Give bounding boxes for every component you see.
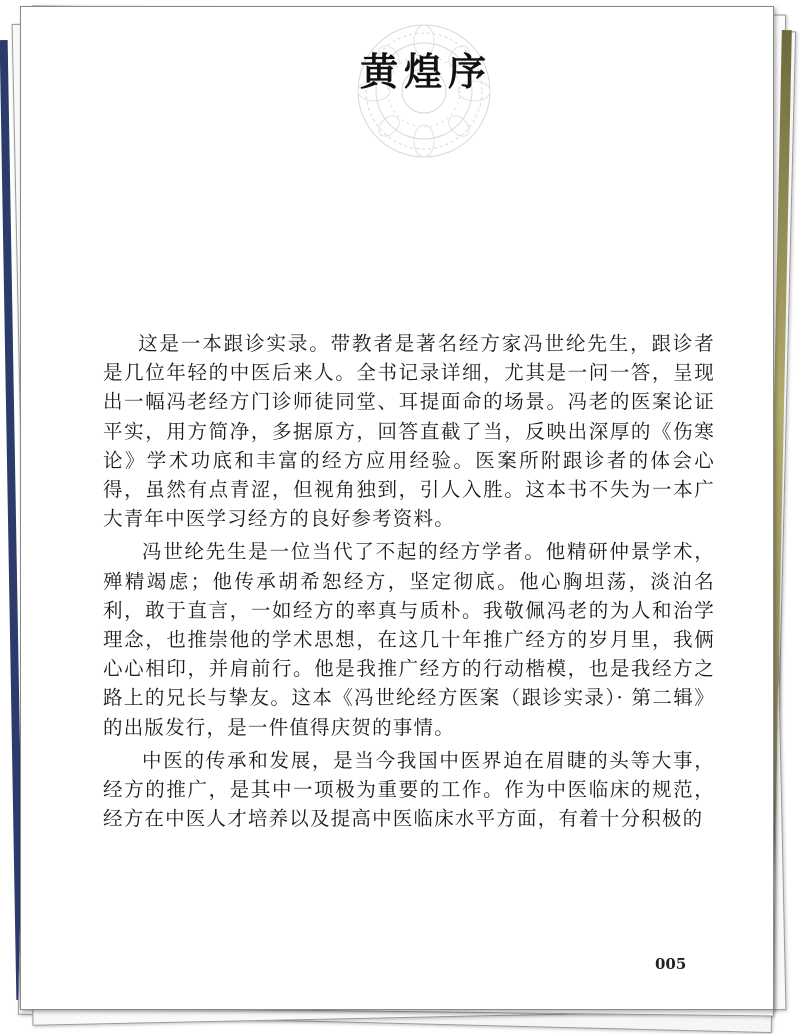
paragraph-3: 中医的传承和发展，是当今我国中医界迫在眉睫的头等大事，经方的推广，是其中一项极为重要的工作。作为中医临床的规范，经方在中医人才培养以及提高中医临床水平方面，有着十分积极的 bbox=[103, 748, 715, 831]
document-page bbox=[20, 6, 774, 1010]
preface-body bbox=[103, 329, 715, 837]
page-number: 005 bbox=[655, 955, 687, 973]
paragraph-1: 这是一本跟诊实录。带教者是著名经方家冯世纶先生，跟诊者是几位年轻的中医后来人。全书记录详细，尤其是一问一答，呈现出一幅冯老经方门诊师徒同堂、耳提面命的场景。冯老的医案论证平实，用方简净，多据原方，回答直截了当，反映出深厚的《伤寒论》学术功底和丰富的经方应用经验。医案所附跟诊者的体会心得，虽然有点青涩，但视角独到，引人入胜。这本书不失为一本广大青年中医学习经方的良好参考资料。 bbox=[103, 332, 715, 531]
paragraph-2: 冯世纶先生是一位当代了不起的经方学者。他精研仲景学术，殚精竭虑；他传承胡希恕经方，坚定彻底。他心胸坦荡，淡泊名利，敢于直言，一如经方的率真与质朴。我敬佩冯老的为人和治学理念，也推崇他的学术思想，在这几十年推广经方的岁月里，我俩心心相印，并肩前行。他是我推广经方的行动楷模，也是我经方之路上的兄长与挚友。这本《冯世纶经方医案（跟诊实录）· 第二辑》的出版发行，是一件值得庆贺的事情。 bbox=[103, 540, 715, 739]
preface-title: 黄煌序 bbox=[359, 49, 492, 94]
